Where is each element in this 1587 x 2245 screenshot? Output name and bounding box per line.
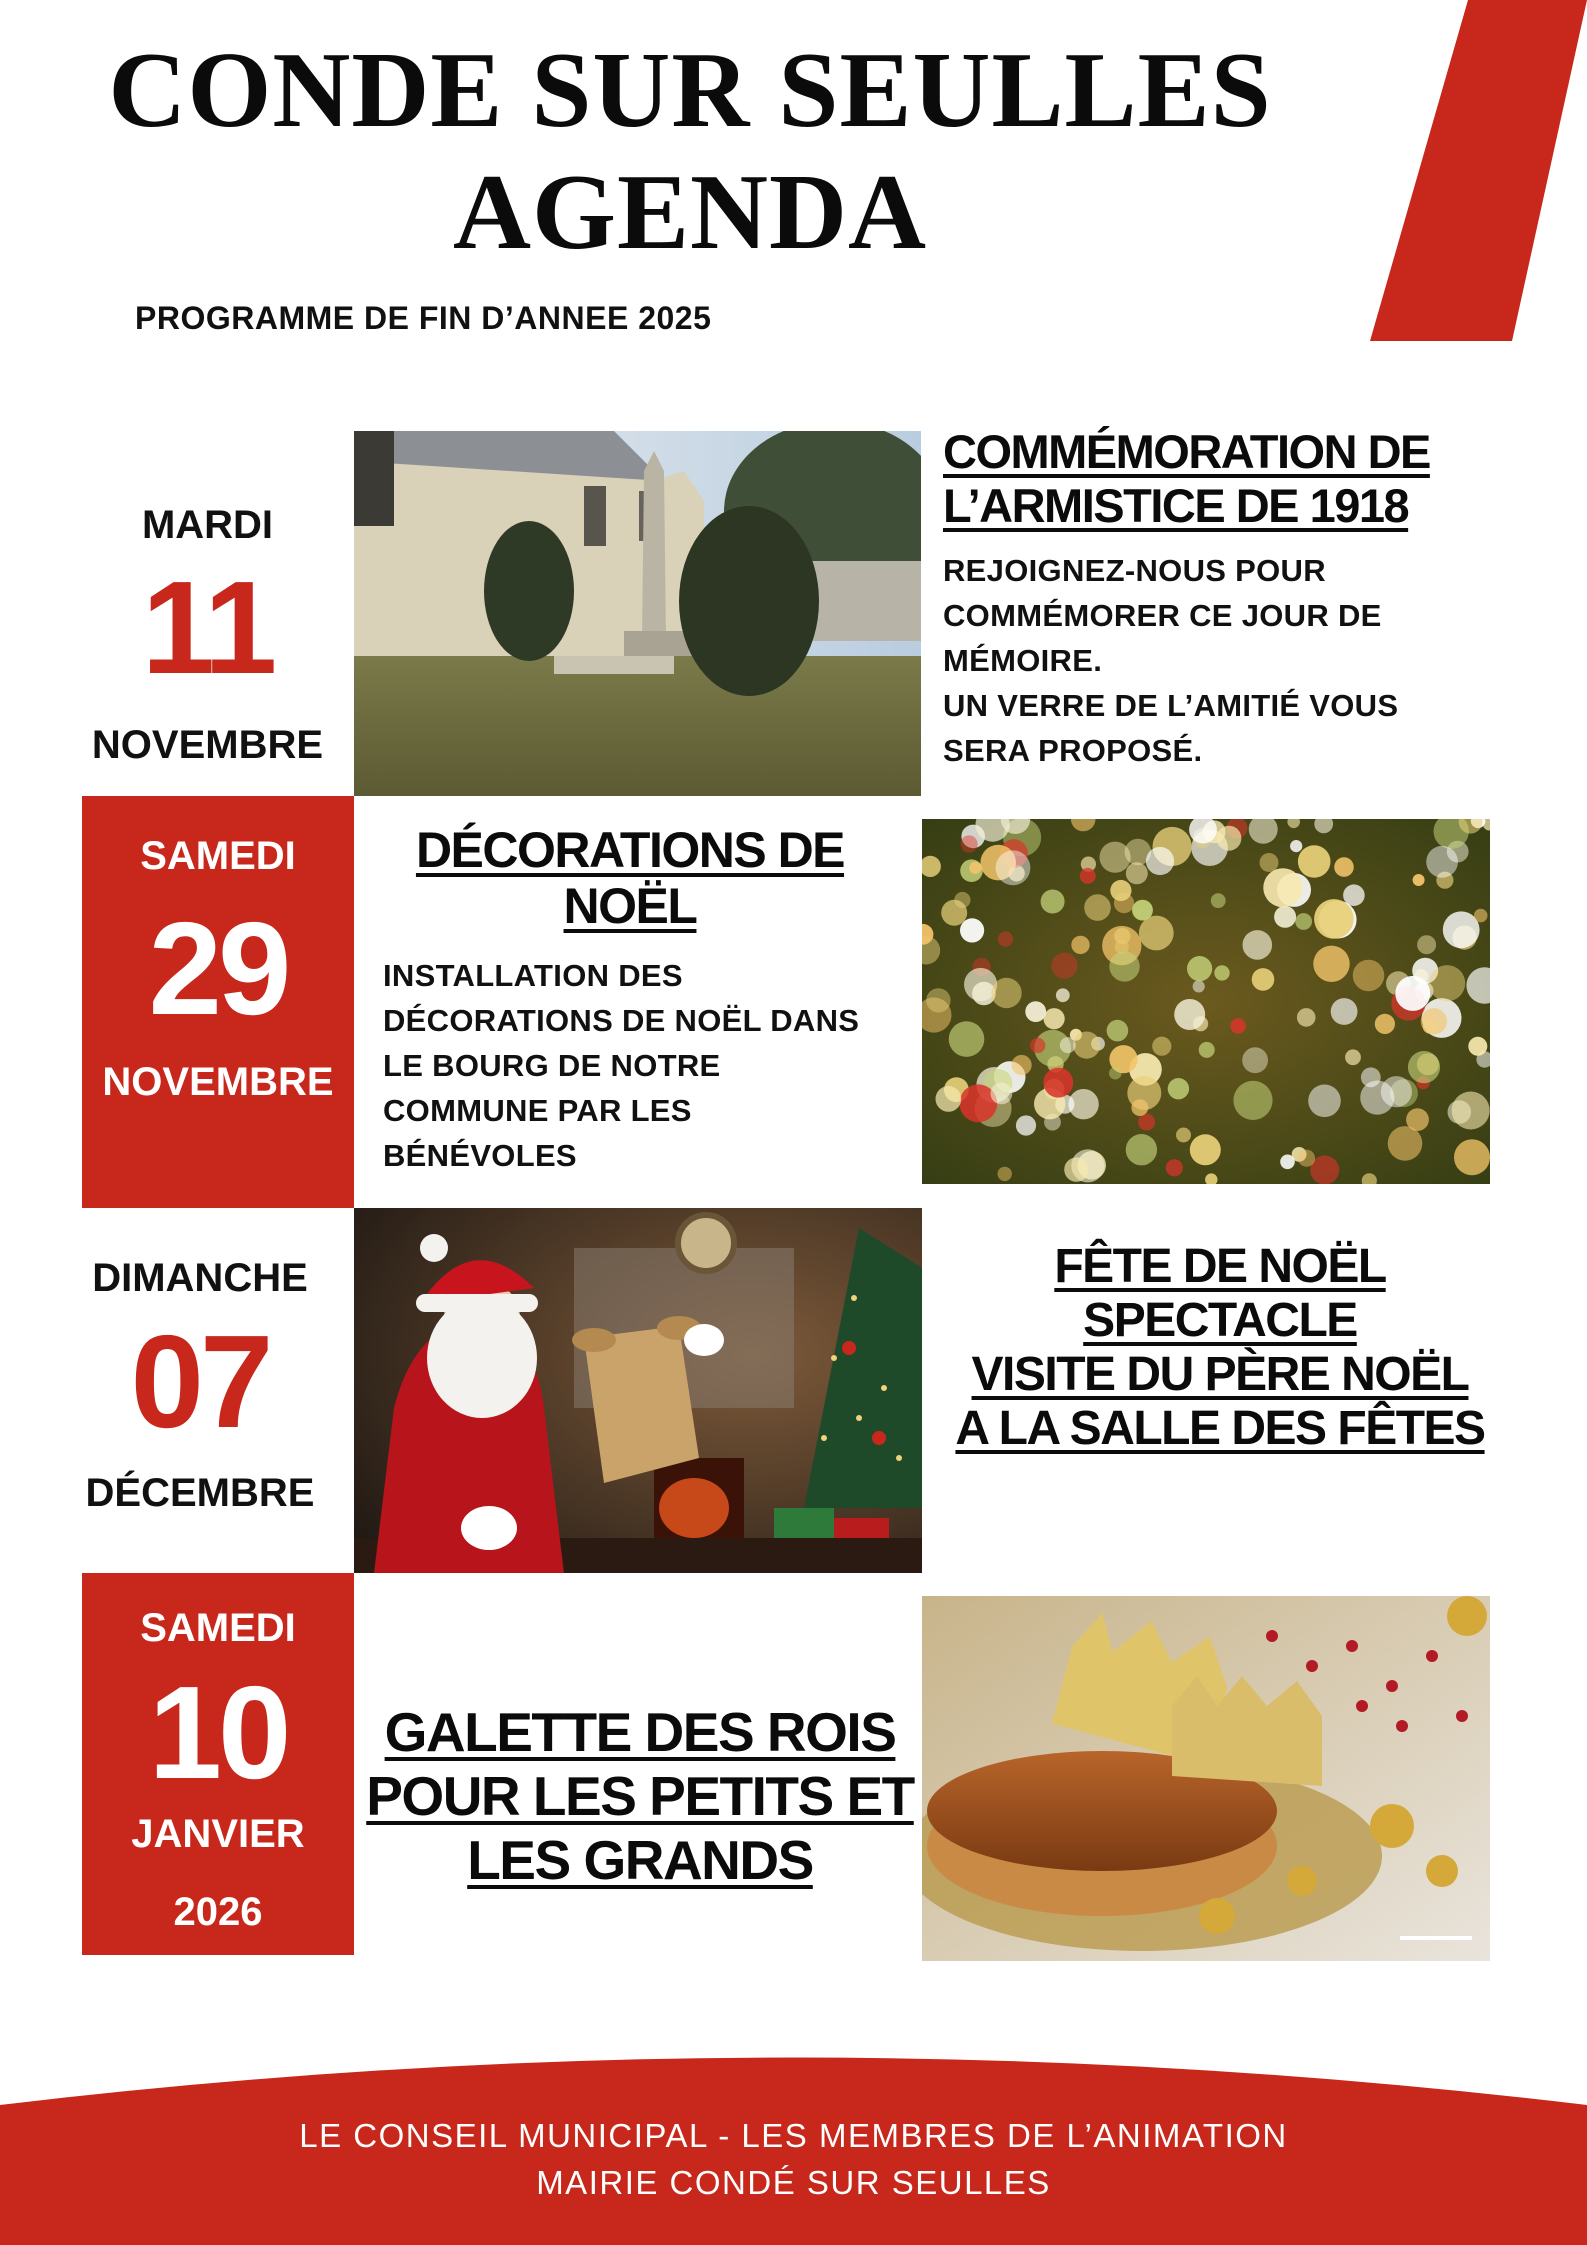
event-1-text-line: COMMÉMORER CE JOUR DE <box>943 598 1382 633</box>
event-1-title-line: L’ARMISTICE DE 1918 <box>943 479 1409 532</box>
event-4-title-line: GALETTE DES ROIS <box>384 1701 896 1763</box>
footer <box>0 2112 1587 2206</box>
event-3-date <box>70 1240 330 1528</box>
event-3-month: DÉCEMBRE <box>85 1471 315 1515</box>
event-4-weekday: SAMEDI <box>140 1606 296 1650</box>
event-1-weekday: MARDI <box>141 503 274 547</box>
event-4-date <box>82 1573 354 1955</box>
event-4-day: 10 <box>148 1659 288 1806</box>
event-3-title-line: SPECTACLE <box>1083 1294 1357 1347</box>
event-4-year: 2026 <box>173 1890 263 1934</box>
title-line-1: CONDE SUR SEULLES <box>108 31 1272 150</box>
event-2-title-line: DÉCORATIONS DE <box>415 822 845 878</box>
event-2-text-line: DÉCORATIONS DE NOËL DANS <box>383 1003 860 1038</box>
page-title <box>100 30 1280 274</box>
event-1-image <box>354 431 921 796</box>
footer-line-2: MAIRIE CONDÉ SUR SEULLES <box>536 2164 1051 2201</box>
event-3-title-line: FÊTE DE NOËL <box>1054 1240 1386 1293</box>
event-2-text-line: BÉNÉVOLES <box>383 1138 577 1173</box>
event-2-text-line: COMMUNE PAR LES <box>383 1093 692 1128</box>
event-2-weekday: SAMEDI <box>140 834 296 878</box>
event-3-title-line: VISITE DU PÈRE NOËL <box>971 1348 1469 1401</box>
event-2-description <box>383 953 923 1178</box>
event-2-month: NOVEMBRE <box>102 1060 334 1104</box>
event-3-weekday: DIMANCHE <box>92 1256 308 1300</box>
event-2-text-line: LE BOURG DE NOTRE <box>383 1048 721 1083</box>
event-2-title-line: NOËL <box>563 878 697 934</box>
event-2-day: 29 <box>148 895 288 1042</box>
event-4-title <box>365 1700 915 1892</box>
event-3-title <box>935 1240 1505 1456</box>
decorative-red-slash <box>1360 0 1587 345</box>
event-3-day: 07 <box>130 1308 270 1455</box>
event-2-image <box>922 819 1490 1184</box>
event-3-image <box>354 1208 922 1573</box>
event-2-date <box>82 796 354 1208</box>
event-1-month: NOVEMBRE <box>91 723 324 767</box>
title-line-2: AGENDA <box>452 153 928 272</box>
event-2-title <box>355 822 905 934</box>
event-1-text-line: MÉMOIRE. <box>943 643 1103 678</box>
event-3-title-line: A LA SALLE DES FÊTES <box>955 1402 1485 1455</box>
event-1-title <box>943 425 1543 533</box>
event-1-description <box>943 548 1543 773</box>
event-2-text-line: INSTALLATION DES <box>383 958 683 993</box>
event-1-text-line: SERA PROPOSÉ. <box>943 733 1203 768</box>
footer-line-1: LE CONSEIL MUNICIPAL - LES MEMBRES DE L’ANIMATION <box>299 2117 1288 2154</box>
event-1-text-line: REJOIGNEZ-NOUS POUR <box>943 553 1326 588</box>
event-1-title-line: COMMÉMORATION DE <box>943 425 1430 478</box>
event-4-title-line: POUR LES PETITS ET <box>366 1765 914 1827</box>
event-1-day: 11 <box>141 554 274 701</box>
event-4-title-line: LES GRANDS <box>467 1829 813 1891</box>
page-subtitle: PROGRAMME DE FIN D’ANNEE 2025 <box>135 300 712 336</box>
event-1-text-line: UN VERRE DE L’AMITIÉ VOUS <box>943 688 1399 723</box>
event-4-month: JANVIER <box>131 1812 305 1856</box>
event-1-date <box>80 490 335 780</box>
event-4-image <box>922 1596 1490 1961</box>
